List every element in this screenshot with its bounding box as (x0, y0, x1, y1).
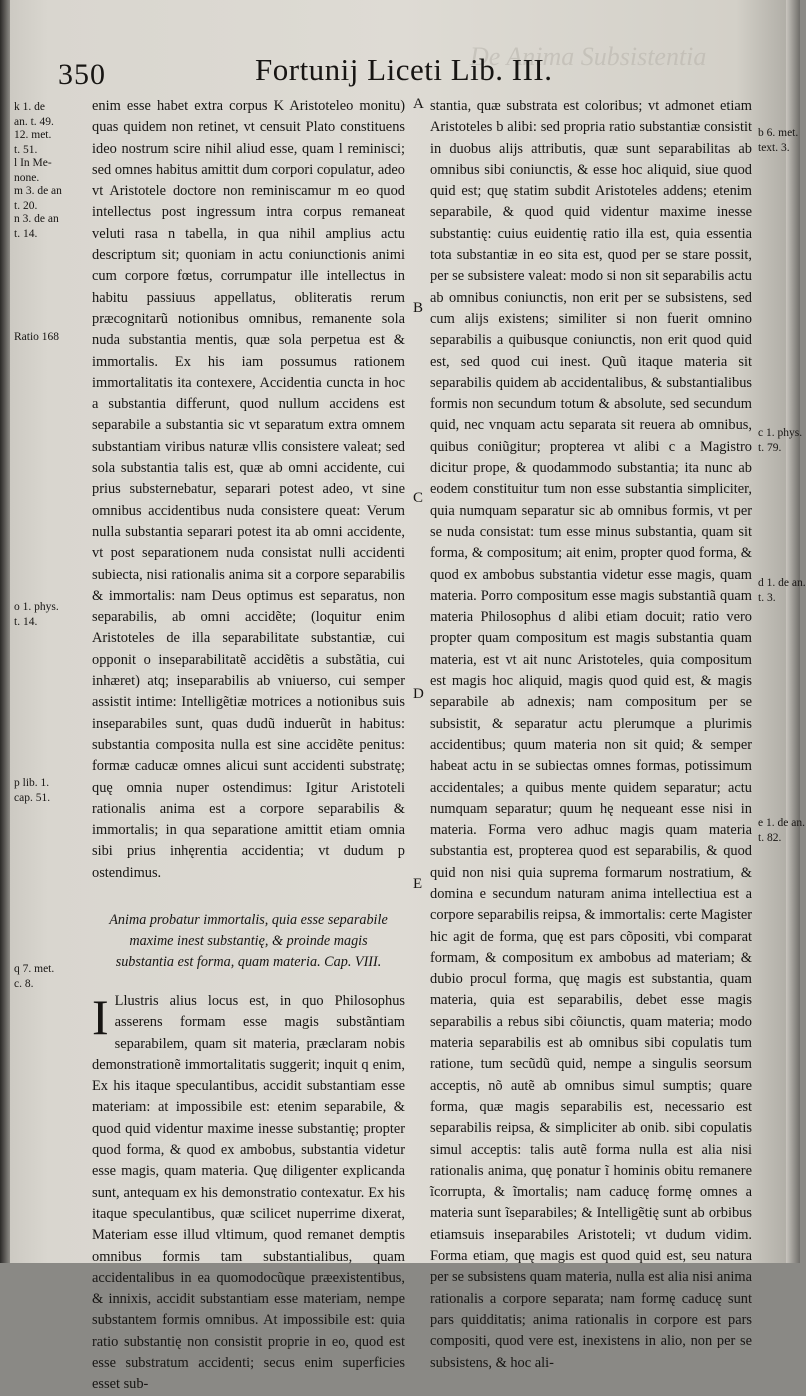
left-paragraph-2 (92, 988, 405, 1396)
section-marker: E (413, 876, 423, 892)
right-paragraph-1: stantia, quæ substrata est coloribus; vt admonet etiam Aristoteles b alibi: sed propria ratio substantiæ consistit in duobus alijs attributis, quæ sunt separabilitas ab omnibus sibi coniunctis, & esse hoc aliquid, siue quod quid est; quę statim subdit Aristoteles addens; etenim separabile, & quod quid videntur maxime inesse substantię: cuius euidentię ratio illa est, quia essentia tota substantiæ in eo sita est, quod per se stare possit, per se subsistere valeat: modo si non sit separabilis actu ab omnibus coniunctis, non erit per se subsistens, sed cum alijs existens; similiter si non fuerit omnino separabilis a quibusque coniunctis, non erit quod quid est, sed quod cui inest. Quũ itaque materia sit separabilis quidem ab accidentalibus, & substantialibus formis non secundum totum & absolute, sed secundum quid, nec vnquam actu separata sit reuera ab omnibus, quibus coniũgitur; propterea vt alibi c a Magistro dicitur prope, & quodammodo substantia; ita nunc ab eodem constituitur tum non esse substantia simpliciter, quia numquam separatur sic ab omnibus formis, vt per se nuda consistat: tum esse minus substantia, quam sit forma, & compositum; ait enim, propter quod forma, & quod ex ambobus substantia videtur esse magis, quam materia. Porro compositum esse magis substantiã quam materia Philosophus d alibi etiam docuit; ratio vero propter quam compositum est magis substantia quam materia, est vt ait nunc Aristoteles, quia compositum est magis hoc aliquid, magis quod quid est, & magis separabile ab adnexis; nam compositum per se subsistit, & separatur actu plerumque a plurimis accidentibus; quum materia non sit quid; & semper habeat actu in se subiectas omnes formas, potissimum accidentales; a quibus mente quidem separatur; actu numquam separatur; quum hę nequeant esse nisi in materia. Forma vero adhuc magis quam materia substantia est, propterea quod est separabilis, & quod quid non nisi quia suprema formarum nostratium, & domina e secundum naturam anima intellectiua est a corpore separabilis reipsa, & immortalis: certe Magister hic agit de forma, quę est pars cõpositi, vbi comparat formam, & compositum ex ambobus ad materiam; & dubio procul forma, quę magis est substantia, quam materia, quia est separabilis, debet esse magis separabilis a rebus sibi cõiunctis, quam materia; modo materia separabilis est ab omnibus sibi copulatis tum ratione, tum secũdũ quid, nempe a singulis seorsum acceptis, nõ autẽ ab omnibus simul sumptis; quare forma, quæ magis separabilis est, necessario est separabilis reipsa, & simpliciter ab onib. sibi copulatis simul acceptis: talis autẽ forma nulla est alia nisi rationalis anima, quę ponatur ĩ hominis obitu remanere ĩcorrupta, & ĩmortalis; nam caducę formę omnes a materia sunt ĩseparabiles; & Intelligẽtię sunt ab orbibus etiamsuis inseparabiles Aristoteli; vt dudum vidim. Forma etiam, quę magis est quod quid est, seu natura per se subsistens quam materia, nulla est alia nisi anima rationalis a corpore separata; nam formę caducę sunt pars quidditatis; anima rationalis in corpore est pars compositi, quod vere est, inexistens in alio, non per se subsistens, & hoc ali- (430, 98, 752, 1371)
margin-note-right: b 6. met. text. 3. (758, 127, 799, 154)
binding-gutter (0, 0, 10, 1263)
drop-cap: I (92, 988, 109, 1045)
margin-note-left: q 7. met. c. 8. (14, 963, 55, 990)
section-marker: C (413, 490, 424, 506)
section-marker: A (413, 96, 424, 112)
margin-note-left: o 1. phys. t. 14. (14, 601, 59, 628)
right-column (430, 96, 752, 1374)
page-number: 350 (58, 58, 106, 91)
margin-note-left: n 3. de an t. 14. (14, 213, 59, 240)
section-marker: D (413, 686, 424, 702)
running-title: Fortunij Liceti Lib. III. (255, 52, 553, 87)
section-marker: B (413, 300, 424, 316)
chapter-heading: Anima probatur immortalis, quia esse separabile maxime inest substantię, & proinde magis substantia est forma, quam materia. Cap. VIII. (109, 911, 388, 970)
margin-note-left: p lib. 1. cap. 51. (14, 777, 51, 804)
left-paragraph-2-text: Llustris alius locus est, in quo Philosophus asserens formam esse magis substãntiam separabilem, quam sit materia, præclaram nobis demonstrationẽ immortalitatis suggerit; inquit q enim, Ex his itaque speculantibus, accidit substantiam esse materiam: at impossibile est: etenim separabile, & quod quid videntur maxime inesse substantię; propter quod forma, & quod ex ambobus, substantia videtur esse magis, quam materia. Quę diligenter explicanda sunt, antequam ex his demonstratio contexatur. Ex his itaque speculantibus, quæ scilicet nuperrime dixerat, Materiam esse illud vltimum, quod remanet demptis omnibus formis tam substantialibus, quam accidentalibus in ea quomodocũque præexistentibus, & innixis, accidit substantiam esse materiam, nempe substantem formis omnibus. At impossibile est: quia ratio substantię non consistit proprie in eo, quod est esse substratum accidenti; secus enim superficies esset sub- (92, 992, 405, 1393)
left-column (92, 96, 405, 1396)
margin-note-left: m 3. de an t. 20. (14, 185, 62, 212)
margin-note-right: d 1. de an. t. 3. (758, 577, 806, 604)
page-edge (786, 0, 800, 1263)
margin-note-left: 12. met. t. 51. (14, 129, 52, 156)
margin-note-left: l In Me- none. (14, 157, 52, 184)
margin-note-right: c 1. phys. t. 79. (758, 427, 803, 454)
margin-note-left: Ratio 168 (14, 331, 60, 343)
margin-note-right: e 1. de an. t. 82. (758, 817, 805, 844)
bleed-through-text: De Anima Subsistentia (470, 42, 707, 71)
margin-note-left: k 1. de an. t. 49. (14, 101, 54, 128)
left-paragraph-1: enim esse habet extra corpus K Aristoteleo monitu) quas quidem non retinet, vt censuit Plato constituens ideo nostrum scire nihil aliud esse, quam l reminisci; sed omnes habitus amittit dum corpori copulatur, adeo vt Aristotele doctore non reminiscamur m eo quod intellectus post ingressum intra corpus remaneat veluti rasa n tabella, in qua nihil amplius actu descriptum sit; quoniam in actu coniunctionis animi cum corpore fœtus, corrumpatur ille intellectus in habitu passiuus appellatus, obliteratis rerum præcognitarũ notionibus omnibus, remanente sola nuda substantia mentis, quæ sola perpetua est & immortalis. Ex his iam possumus rationem immortalitatis ita contexere, Accidentia cuncta in hoc a substantia differunt, quod nullum accidens est separabile a substantia sic vt separatum extra omnem substantiam viribus naturæ vllis consistere valeat; sed sola substantia talis est, quæ ab omni accidente, cui prius substernebatur, separari potest adeo, vt sine omnibus accidentibus nuda consistere queat: Verum nulla substantia separari potest ita ab omni accidente, vt post separationem nuda consistat nulli accidenti subiecta, nisi rationalis anima sit a corpore separabilis & immortalis: nam Deus optimus est separatus, non separabilis, ab omni accidẽte; (loquitur enim Aristoteles de illa separabilitate substantiæ, cui opponit o inseparabilitatẽ accidẽtis a substãtia, cui inhæret) atq; inseparabilis ab vniuerso, cui semper assistit intime: Intelligẽtiæ motrices a notionibus suis inseparabiles sunt, quas dudũ induerũt in habitus: substantia composita nulla est sine accidẽte penitus: formæ caducæ omnes alicui sunt accidenti substratę; quę omnia nuper ostendimus: Igitur Aristoteli rationalis anima est a corpore separabilis & immortalis; in qua separatione amittit etiam omnia sibi prius inhęrentia accidentia; vt dudum p ostendimus. (92, 98, 405, 881)
